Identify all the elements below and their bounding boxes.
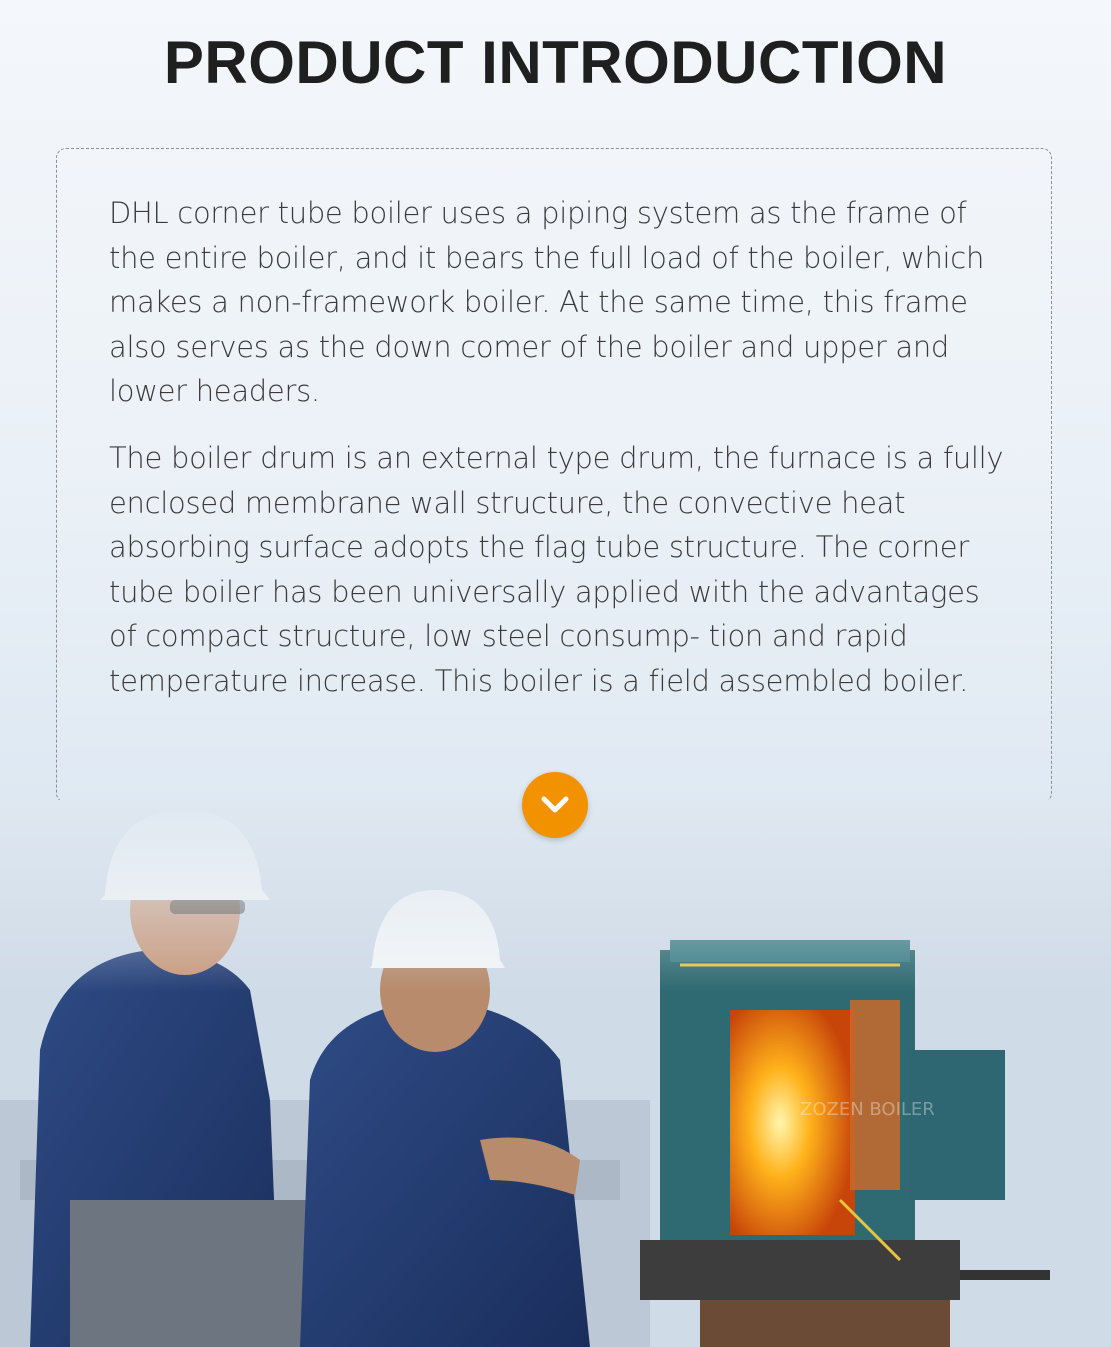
page-title: PRODUCT INTRODUCTION (163, 29, 948, 96)
scroll-down-button[interactable] (522, 772, 588, 838)
intro-box (56, 148, 1052, 803)
workers-boiler-illustration (0, 800, 1111, 1347)
chevron-down-icon (540, 792, 570, 818)
intro-paragraph-2: The boiler drum is an external type drum, the furnace is a fully enclosed membrane wall structure, the convective heat absorbing surface adopts the flag tube structure. The corner tube boiler has been universally applied with the advantages of compact structure, low steel consump- tion and rapid temperature increase. This boiler is a field assembled boiler. (109, 441, 1004, 698)
intro-paragraph-1: DHL corner tube boiler uses a piping system as the frame of the entire boiler, and it bears the full load of the boiler, which makes a non-framework boiler. At the same time, this frame also serves as the down comer of the boiler and upper and lower headers. (109, 196, 985, 408)
